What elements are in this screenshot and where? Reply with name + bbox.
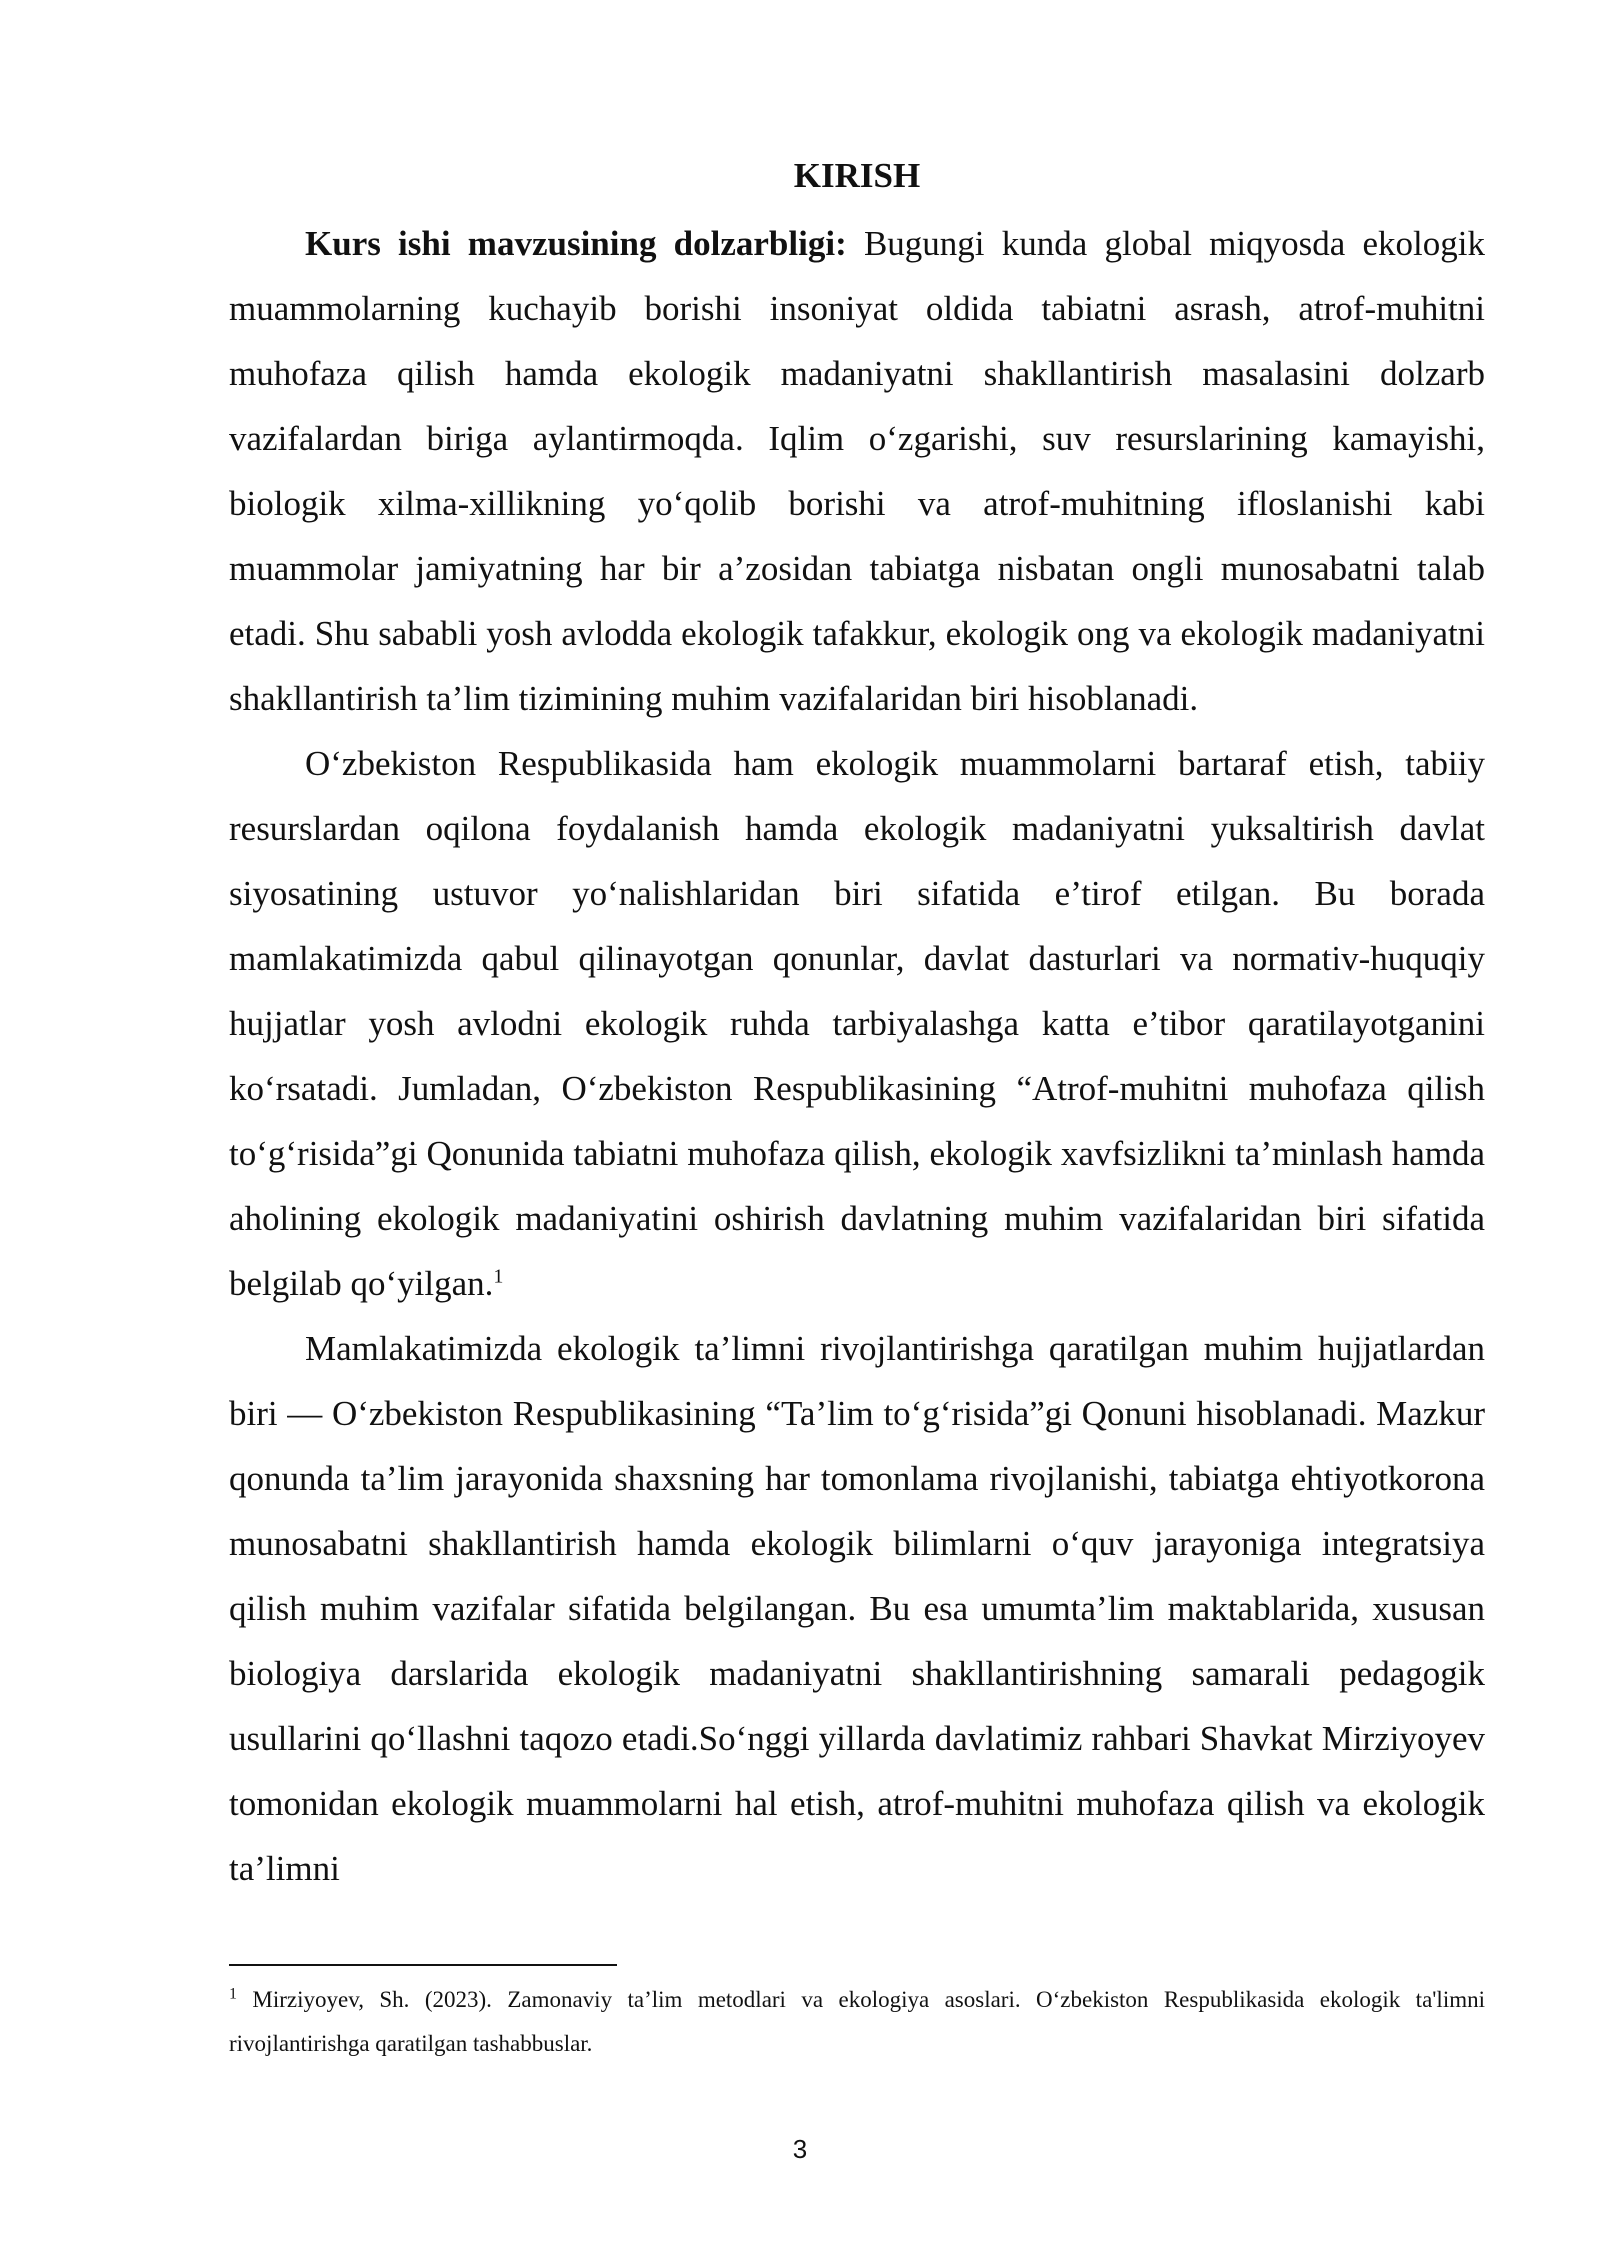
paragraph-text: O‘zbekiston Respublikasida ham ekologik muammolarni bartaraf etish, tabiiy resurslardan oqilona foydalanish hamda ekologik madaniyatni yuksaltirish davlat siyosatining ustuvor yo‘nalishlaridan biri sifatida e’tirof etilgan. Bu borada mamlakatimizda qabul qilinayotgan qonunlar, davlat dasturlari va normativ-huquqiy hujjatlar yosh avlodni ekologik ruhda tarbiyalashga katta e’tibor qaratilayotganini ko‘rsatadi. Jumladan, O‘zbekiston Respublikasining “Atrof-muhitni muhofaza qilish to‘g‘risida”gi Qonunida tabiatni muhofaza qilish, ekologik xavfsizlikni ta’minlash hamda aholining ekologik madaniyatini oshirish davlatning muhim vazifalaridan biri sifatida belgilab qo‘yilgan. <box>229 744 1485 1303</box>
paragraph-education-law <box>229 1316 1485 1901</box>
footnote <box>229 1978 1485 2066</box>
main-text <box>229 148 1485 1901</box>
page-number: 3 <box>792 2134 808 2164</box>
footnote-separator <box>229 1964 617 1966</box>
paragraph-legislation <box>229 731 1485 1316</box>
paragraph-text: Bugungi kunda global miqyosda ekologik muammolarning kuchayib borishi insoniyat oldida tabiatni asrash, atrof-muhitni muhofaza qilish hamda ekologik madaniyatni shakllantirish masalasini dolzarb vazifalardan biriga aylantirmoqda. Iqlim o‘zgarishi, suv resurslarining kamayishi, biologik xilma-xillikning yo‘qolib borishi va atrof-muhitning ifloslanishi kabi muammolar jamiyatning har bir a’zosidan tabiatga nisbatan ongli munosabatni talab etadi. Shu sababli yosh avlodda ekologik tafakkur, ekologik ong va ekologik madaniyatni shakllantirish ta’lim tizimining muhim vazifalaridan biri hisoblanadi. <box>229 224 1485 718</box>
paragraph-text: Mamlakatimizda ekologik ta’limni rivojlantirishga qaratilgan muhim hujjatlardan biri — O‘zbekiston Respublikasining “Ta’lim to‘g‘risida”gi Qonuni hisoblanadi. Mazkur qonunda ta’lim jarayonida shaxsning har tomonlama rivojlanishi, tabiatga ehtiyotkorona munosabatni shakllantirish hamda ekologik bilimlarni o‘quv jarayoniga integratsiya qilish muhim vazifalar sifatida belgilangan. Bu esa umumta’lim maktablarida, xususan biologiya darslarida ekologik madaniyatni shakllantirishning samarali pedagogik usullarini qo‘llashni taqozo etadi.So‘nggi yillarda davlatimiz rahbari Shavkat Mirziyoyev tomonidan ekologik muammolarni hal etish, atrof-muhitni muhofaza qilish va ekologik ta’limni <box>229 1329 1485 1888</box>
section-title: KIRISH <box>793 156 921 195</box>
footnote-reference[interactable]: 1 <box>493 1265 504 1288</box>
paragraph-relevance <box>229 211 1485 731</box>
footnote-marker: 1 <box>229 1985 237 2003</box>
footnote-text: Mirziyoyev, Sh. (2023). Zamonaviy ta’lim metodlari va ekologiya asoslari. O‘zbekiston Respublikasida ekologik ta'limni rivojlantirishga qaratilgan tashabbuslar. <box>229 1987 1485 2056</box>
paragraph-lead: Kurs ishi mavzusining dolzarbligi: <box>305 224 847 263</box>
